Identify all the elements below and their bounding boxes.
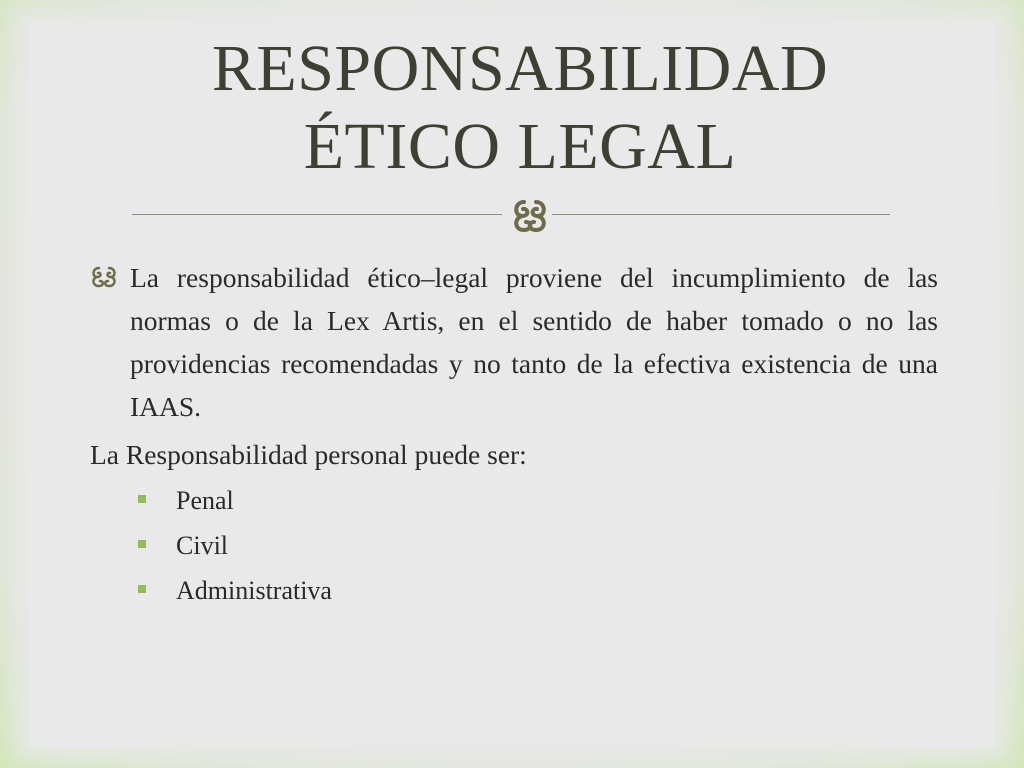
list-item [90, 478, 938, 523]
list-item [90, 568, 938, 613]
title-line-2: ÉTICO LEGAL [303, 110, 737, 183]
title-rule-left [132, 214, 502, 215]
list-item-label: Administrativa [176, 576, 332, 605]
list-item [90, 523, 938, 568]
square-bullet-icon [138, 495, 146, 503]
square-bullet-icon [138, 585, 146, 593]
paragraph-text: La responsabilidad ético–legal proviene del incumplimiento de las normas o de la Lex Artis, en el sentido de haber tomado o no las providencias recomendadas y no tanto de la efectiva existencia de una IAAS. [130, 262, 938, 422]
title-line-1: RESPONSABILIDAD [211, 32, 829, 105]
curl-bullet-icon [90, 266, 126, 288]
slide-body [90, 256, 938, 613]
lead-text: La Responsabilidad personal puede ser: [90, 439, 527, 470]
list-item-label: Penal [176, 486, 234, 515]
body-paragraph [90, 256, 938, 428]
responsibility-list [90, 478, 938, 613]
list-item-label: Civil [176, 531, 229, 560]
title-rule-right [552, 214, 890, 215]
slide-title [120, 30, 920, 186]
square-bullet-icon [138, 540, 146, 548]
curl-ornament-icon [510, 196, 550, 236]
